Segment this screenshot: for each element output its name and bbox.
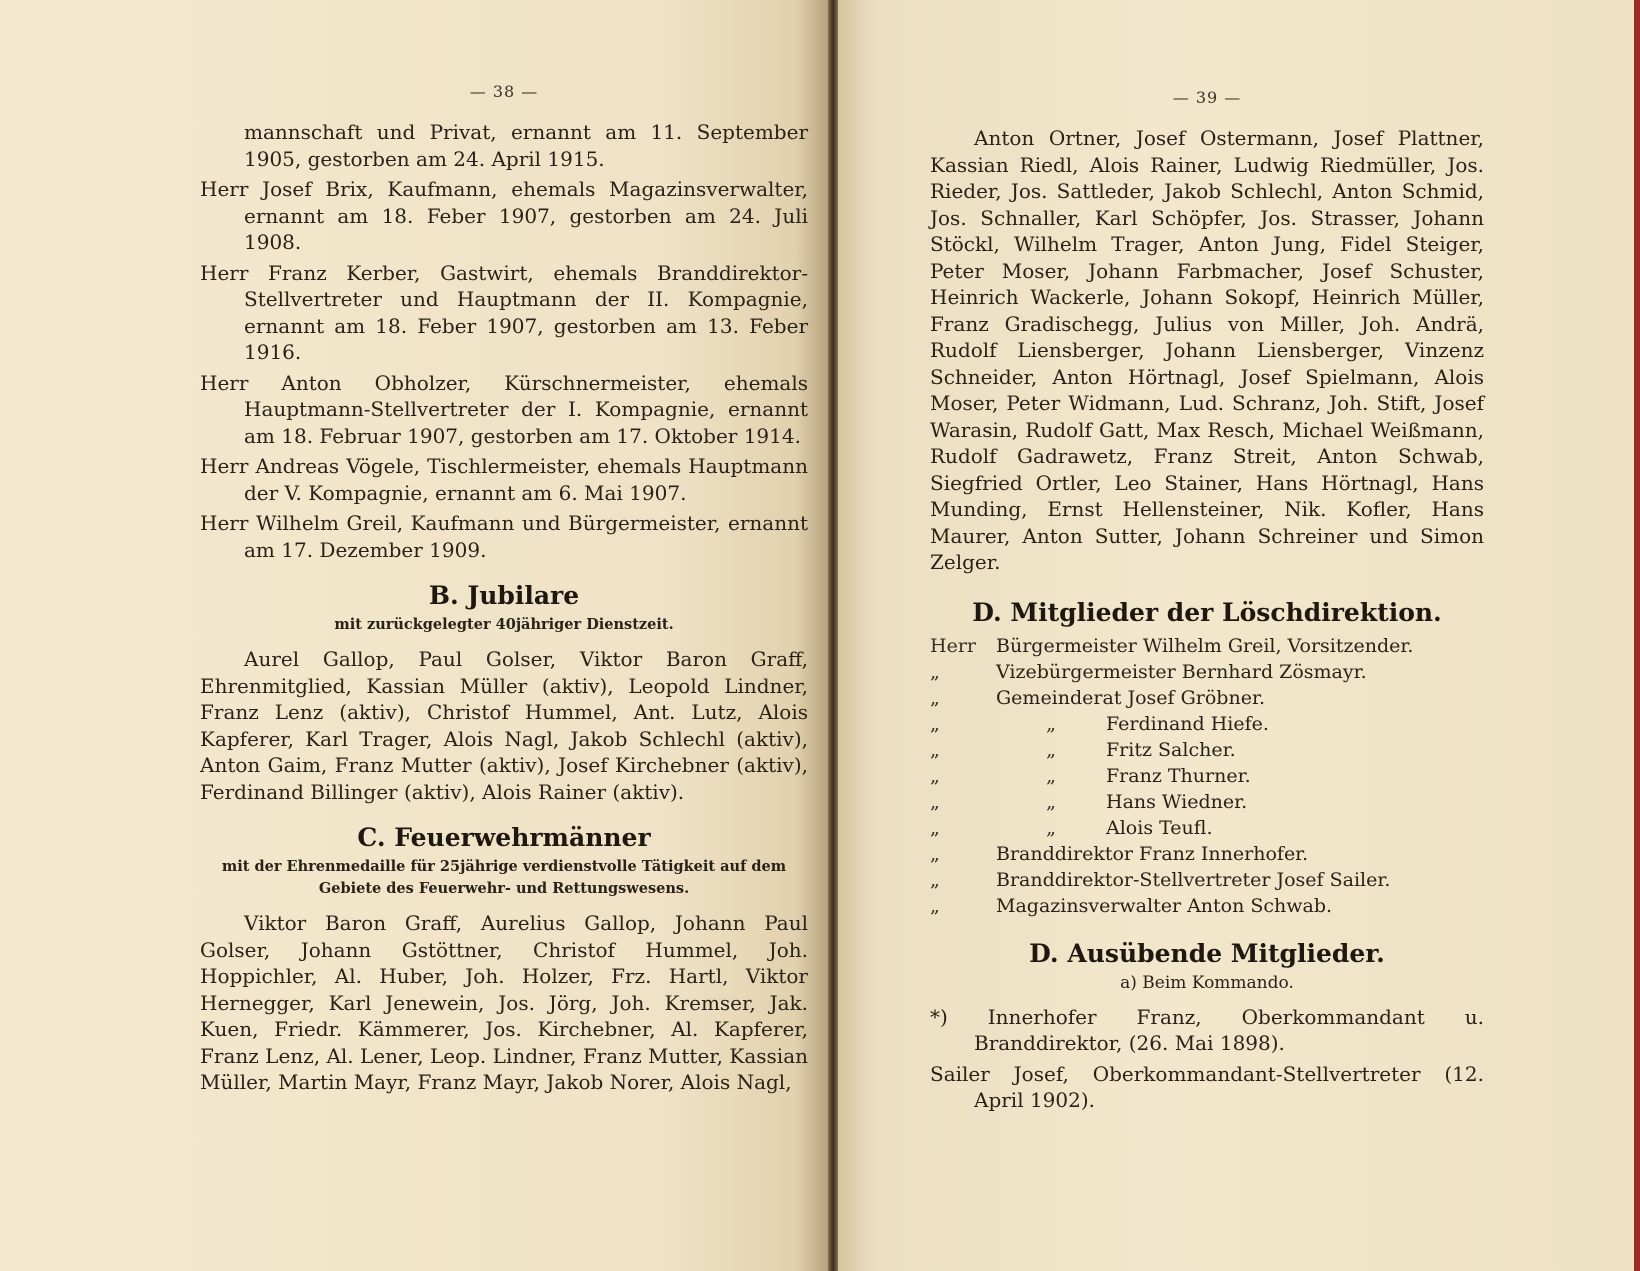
ditto-mark: „	[1046, 816, 1056, 839]
section-c-text: Viktor Baron Graff, Aurelius Gallop, Johann Paul Golser, Johann Gstöttner, Christof Hummel, Joh. Hoppichler, Al. Huber, Joh. Holzer, Frz. Hartl, Viktor Hernegger, Karl Jenewein, Jos. Jörg, Joh. Kremser, Jak. Kuen, Friedr. Kämmerer, Jos. Kirchebner, Al. Kapferer, Franz Lenz, Al. Lener, Leop. Lindner, Franz Mutter, Kassian Müller, Martin Mayr, Franz Mayr, Jakob Norer, Alois Nagl,	[200, 911, 808, 1094]
continued-entry	[200, 119, 808, 172]
board-member	[930, 659, 1484, 685]
section-c-subheading: mit der Ehrenmedaille für 25jährige verdienstvolle Tätigkeit auf dem Gebiete des Feuerwehr- und Rettungswesens.	[221, 858, 787, 897]
active-member-note: Sailer Josef, Oberkommandant-Stellvertreter (12. April 1902).	[930, 1061, 1484, 1112]
member-text: Gemeinderat Josef Gröbner.	[996, 686, 1265, 709]
board-member	[930, 893, 1484, 919]
page-number-left: — 38 —	[469, 82, 539, 101]
prefix: Herr	[930, 634, 976, 657]
board-member	[930, 841, 1484, 867]
prefix: „	[930, 712, 940, 735]
prefix: „	[930, 868, 940, 891]
member-text: Branddirektor Franz Innerhofer.	[996, 842, 1309, 865]
prefix: „	[930, 738, 940, 761]
book-gutter	[828, 0, 838, 1271]
ditto-mark: „	[1046, 764, 1056, 787]
active-member-note: *) Innerhofer Franz, Oberkommandant u. Branddirektor, (26. Mai 1898).	[930, 1004, 1484, 1055]
board-member	[930, 737, 1484, 763]
member-entry: Herr Franz Kerber, Gastwirt, ehemals Branddirektor-Stellvertreter und Hauptmann der II. Kompagnie, ernannt am 18. Feber 1907, gestorben am 13. Feber 1916.	[200, 260, 808, 364]
board-member	[930, 685, 1484, 711]
ditto-mark: „	[1046, 738, 1056, 761]
prefix: „	[930, 816, 940, 839]
right-page	[838, 0, 1640, 1271]
prefix: „	[930, 790, 940, 813]
section-b-heading: B. Jubilare	[428, 581, 580, 610]
prefix: „	[930, 842, 940, 865]
member-text: Branddirektor-Stellvertreter Josef Sailer.	[996, 868, 1391, 891]
member-entry: Herr Andreas Vögele, Tischlermeister, ehemals Hauptmann der V. Kompagnie, ernannt am 6. Mai 1907.	[200, 454, 808, 505]
prefix: „	[930, 686, 940, 709]
section-b-text: Aurel Gallop, Paul Golser, Viktor Baron Graff, Ehrenmitglied, Kassian Müller (aktiv), Leopold Lindner, Franz Lenz (aktiv), Christof Hummel, Ant. Lutz, Alois Kapferer, Karl Trager, Alois Nagl, Jakob Schlechl (aktiv), Anton Gaim, Franz Mutter (aktiv), Josef Kirchebner (aktiv), Ferdinand Billinger (aktiv), Alois Rainer (aktiv).	[200, 647, 808, 804]
member-text: Hans Wiedner.	[1106, 790, 1248, 813]
page-number-right: — 39 —	[1172, 88, 1242, 107]
member-entry: Herr Josef Brix, Kaufmann, ehemals Magazinsverwalter, ernannt am 18. Feber 1907, gestorben am 24. Juli 1908.	[200, 177, 808, 254]
prefix: „	[930, 660, 940, 683]
board-member	[930, 867, 1484, 893]
section-d1-heading: D. Mitglieder der Löschdirektion.	[972, 597, 1442, 627]
board-member	[930, 711, 1484, 737]
prefix: „	[930, 894, 940, 917]
section-d2-subheading: a) Beim Kommando.	[1120, 972, 1294, 993]
member-entry: Herr Wilhelm Greil, Kaufmann und Bürgermeister, ernannt am 17. Dezember 1909.	[200, 511, 808, 562]
ditto-mark: „	[1046, 712, 1056, 735]
member-text: Fritz Salcher.	[1106, 738, 1236, 761]
member-text: Vizebürgermeister Bernhard Zösmayr.	[996, 660, 1367, 683]
member-text: Ferdinand Hiefe.	[1106, 712, 1269, 735]
board-member	[930, 815, 1484, 841]
member-text: Franz Thurner.	[1106, 764, 1251, 787]
board-member	[930, 763, 1484, 789]
member-entry: Herr Anton Obholzer, Kürschnermeister, ehemals Hauptmann-Stellvertreter der I. Kompagnie, ernannt am 18. Februar 1907, gestorben am 17. Oktober 1914.	[200, 370, 808, 448]
ditto-mark: „	[1046, 790, 1056, 813]
fire-board-list	[930, 633, 1484, 919]
section-c-continued-text: Anton Ortner, Josef Ostermann, Josef Plattner, Kassian Riedl, Alois Rainer, Ludwig Riedmüller, Jos. Rieder, Jos. Sattleder, Jakob Schlechl, Anton Schmid, Jos. Schnaller, Karl Schöpfer, Jos. Strasser, Johann Stöckl, Wilhelm Trager, Anton Jung, Fidel Steiger, Peter Moser, Johann Farbmacher, Josef Schuster, Heinrich Wackerle, Johann Sokopf, Heinrich Müller, Franz Gradischegg, Julius von Miller, Joh. Andrä, Rudolf Liensberger, Johann Liensberger, Vinzenz Schneider, Anton Hörtnagl, Josef Spielmann, Alois Moser, Peter Widmann, Lud. Schranz, Joh. Stift, Josef Warasin, Rudolf Gatt, Max Resch, Michael Weißmann, Rudolf Gadrawetz, Franz Streit, Anton Schwab, Siegfried Ortler, Leo Stainer, Hans Hörtnagl, Hans Munding, Ernst Hellensteiner, Nik. Kofler, Hans Maurer, Anton Sutter, Johann Schreiner und Simon Zelger.	[930, 126, 1484, 574]
prefix: „	[930, 764, 940, 787]
board-member	[930, 789, 1484, 815]
section-d2-heading: D. Ausübende Mitglieder.	[1029, 938, 1385, 968]
continued-entry-text: mannschaft und Privat, ernannt am 11. September 1905, gestorben am 24. April 1915.	[244, 120, 808, 171]
member-text: Magazinsverwalter Anton Schwab.	[996, 894, 1333, 917]
member-text: Bürgermeister Wilhelm Greil, Vorsitzender.	[996, 634, 1414, 657]
board-member	[930, 633, 1484, 659]
section-b-subheading: mit zurückgelegter 40jähriger Dienstzeit.	[334, 616, 674, 633]
member-text: Alois Teufl.	[1106, 816, 1213, 839]
section-c-heading: C. Feuerwehrmänner	[357, 823, 651, 852]
honorary-members-list	[200, 176, 808, 563]
